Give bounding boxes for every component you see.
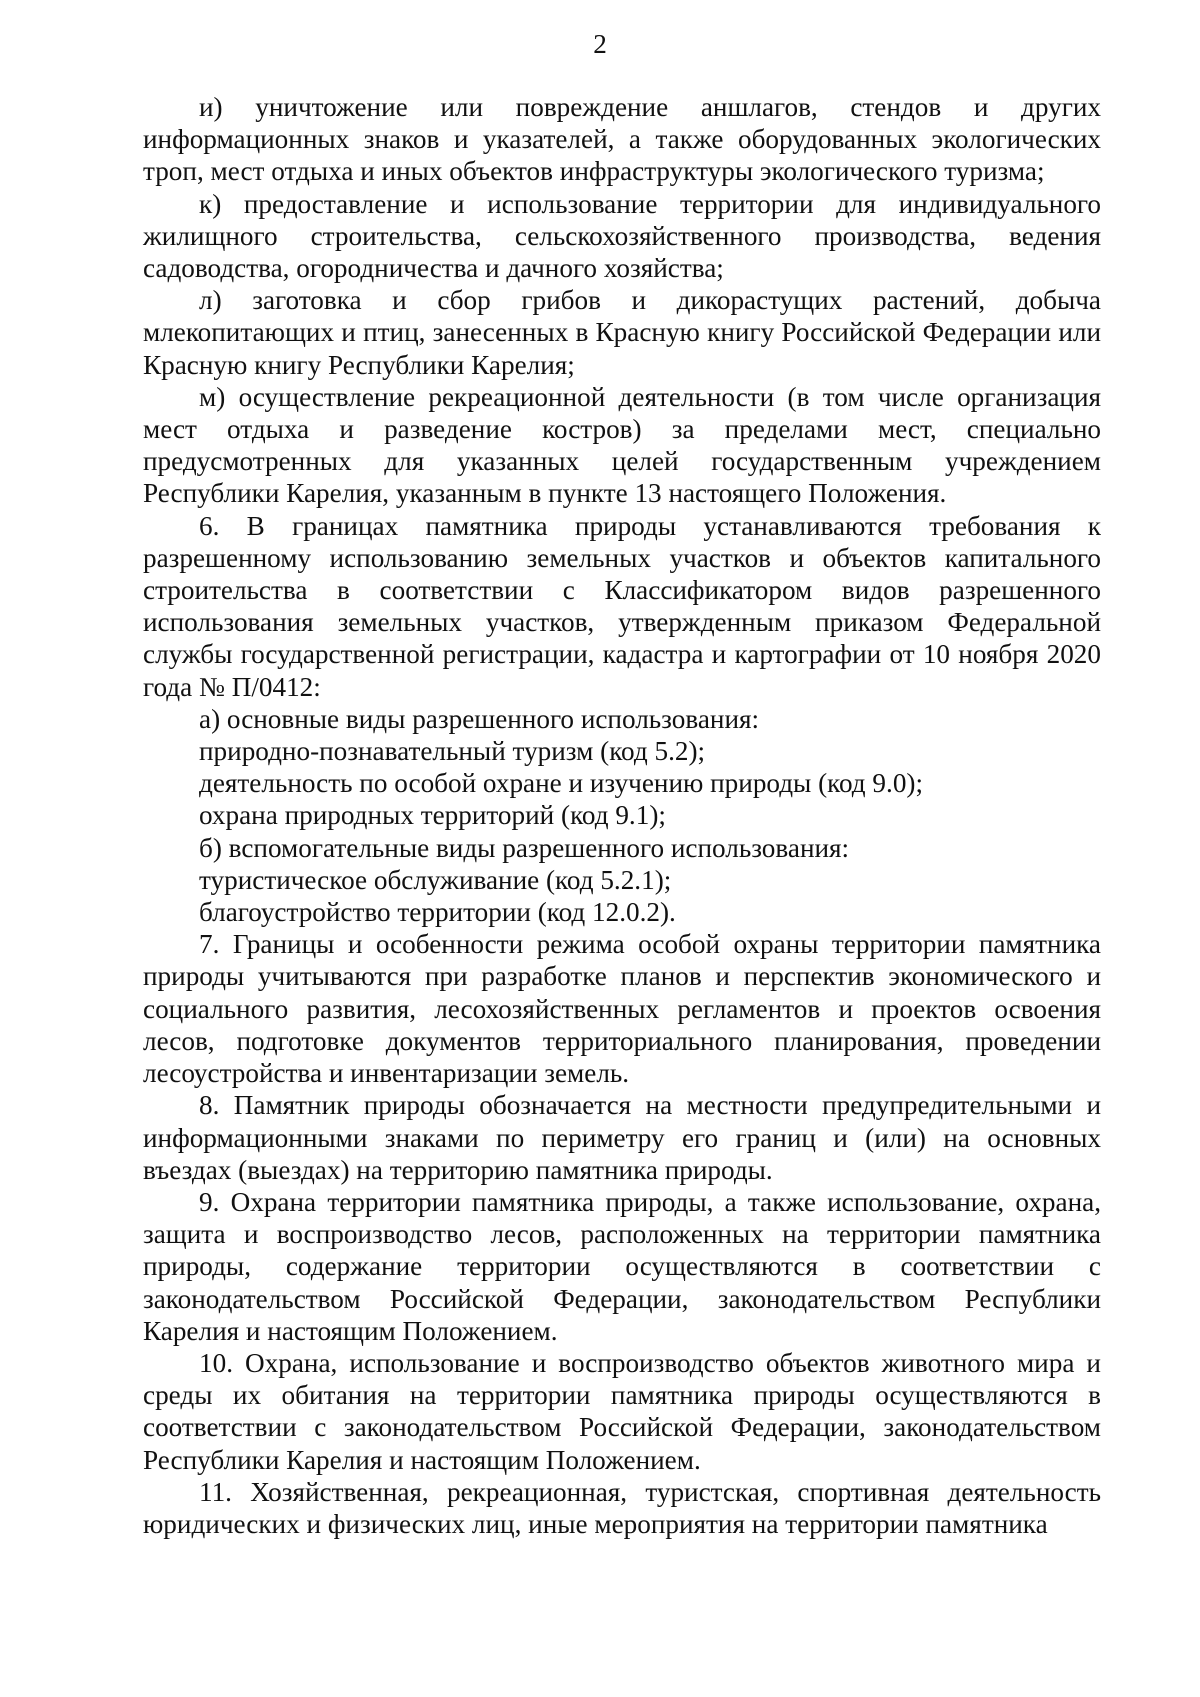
paragraph-6: 6. В границах памятника природы устанавливаются требования к разрешенному использованию земельных участков и объектов капитального строительства в соответствии с Классификатором видов разрешенного использования земельных участков, утвержденным приказом Федеральной службы государственной регистрации, кадастра и картографии от 10 ноября 2020 года № П/0412: bbox=[143, 510, 1101, 702]
document-body bbox=[143, 91, 1101, 1540]
paragraph-9: 9. Охрана территории памятника природы, а также использование, охрана, защита и воспроизводство лесов, расположенных на территории памятника природы, содержание территории осуществляются в соответствии с законодательством Российской Федерации, законодательством Республики Карелия и настоящим Положением. bbox=[143, 1186, 1101, 1346]
paragraph-10: 10. Охрана, использование и воспроизводство объектов животного мира и среды их обитания на территории памятника природы осуществляются в соответствии с законодательством Российской Федерации, законодательством Республики Карелия и настоящим Положением. bbox=[143, 1347, 1101, 1475]
list-line-tourism: природно-познавательный туризм (код 5.2); bbox=[199, 736, 706, 767]
paragraph-7: 7. Границы и особенности режима особой охраны территории памятника природы учитываются при разработке планов и перспектив экономического и социального развития, лесохозяйственных регламентов и проектов освоения лесов, подготовке документов территориального планирования, проведении лесоустройства и инвентаризации земель. bbox=[143, 929, 1101, 1089]
list-line-auxiliary-uses-heading: б) вспомогательные виды разрешенного использования: bbox=[199, 832, 850, 863]
paragraph-8: 8. Памятник природы обозначается на местности предупредительными и информационными знаками по периметру его границ и (или) на основных въездах (выездах) на территорию памятника природы. bbox=[143, 1090, 1101, 1185]
list-line-main-uses-heading: а) основные виды разрешенного использования: bbox=[199, 703, 760, 734]
list-line-nature-protection: деятельность по особой охране и изучению природы (код 9.0); bbox=[199, 768, 924, 799]
paragraph-item-k: к) предоставление и использование территории для индивидуального жилищного строительства, сельскохозяйственного производства, ведения садоводства, огородничества и дачного хозяйства; bbox=[143, 188, 1101, 284]
list-line-landscaping: благоустройство территории (код 12.0.2). bbox=[199, 897, 676, 928]
page-number: 2 bbox=[593, 29, 607, 59]
paragraph-item-l: л) заготовка и сбор грибов и дикорастущих растений, добыча млекопитающих и птиц, занесенных в Красную книгу Российской Федерации или Красную книгу Республики Карелия; bbox=[143, 285, 1101, 380]
paragraph-item-i: и) уничтожение или повреждение аншлагов, стендов и других информационных знаков и указателей, а также оборудованных экологических троп, мест отдыха и иных объектов инфраструктуры экологического туризма; bbox=[143, 92, 1101, 187]
list-line-protected-territories: охрана природных территорий (код 9.1); bbox=[199, 800, 666, 831]
paragraph-item-m: м) осуществление рекреационной деятельности (в том числе организация мест отдыха и разведение костров) за пределами мест, специально предусмотренных для указанных целей государственным учреждением Республики Карелия, указанным в пункте 13 настоящего Положения. bbox=[143, 381, 1101, 509]
paragraph-11: 11. Хозяйственная, рекреационная, туристская, спортивная деятельность юридических и физических лиц, иные мероприятия на территории памятника bbox=[143, 1476, 1101, 1539]
list-line-tourist-services: туристическое обслуживание (код 5.2.1); bbox=[199, 864, 672, 895]
